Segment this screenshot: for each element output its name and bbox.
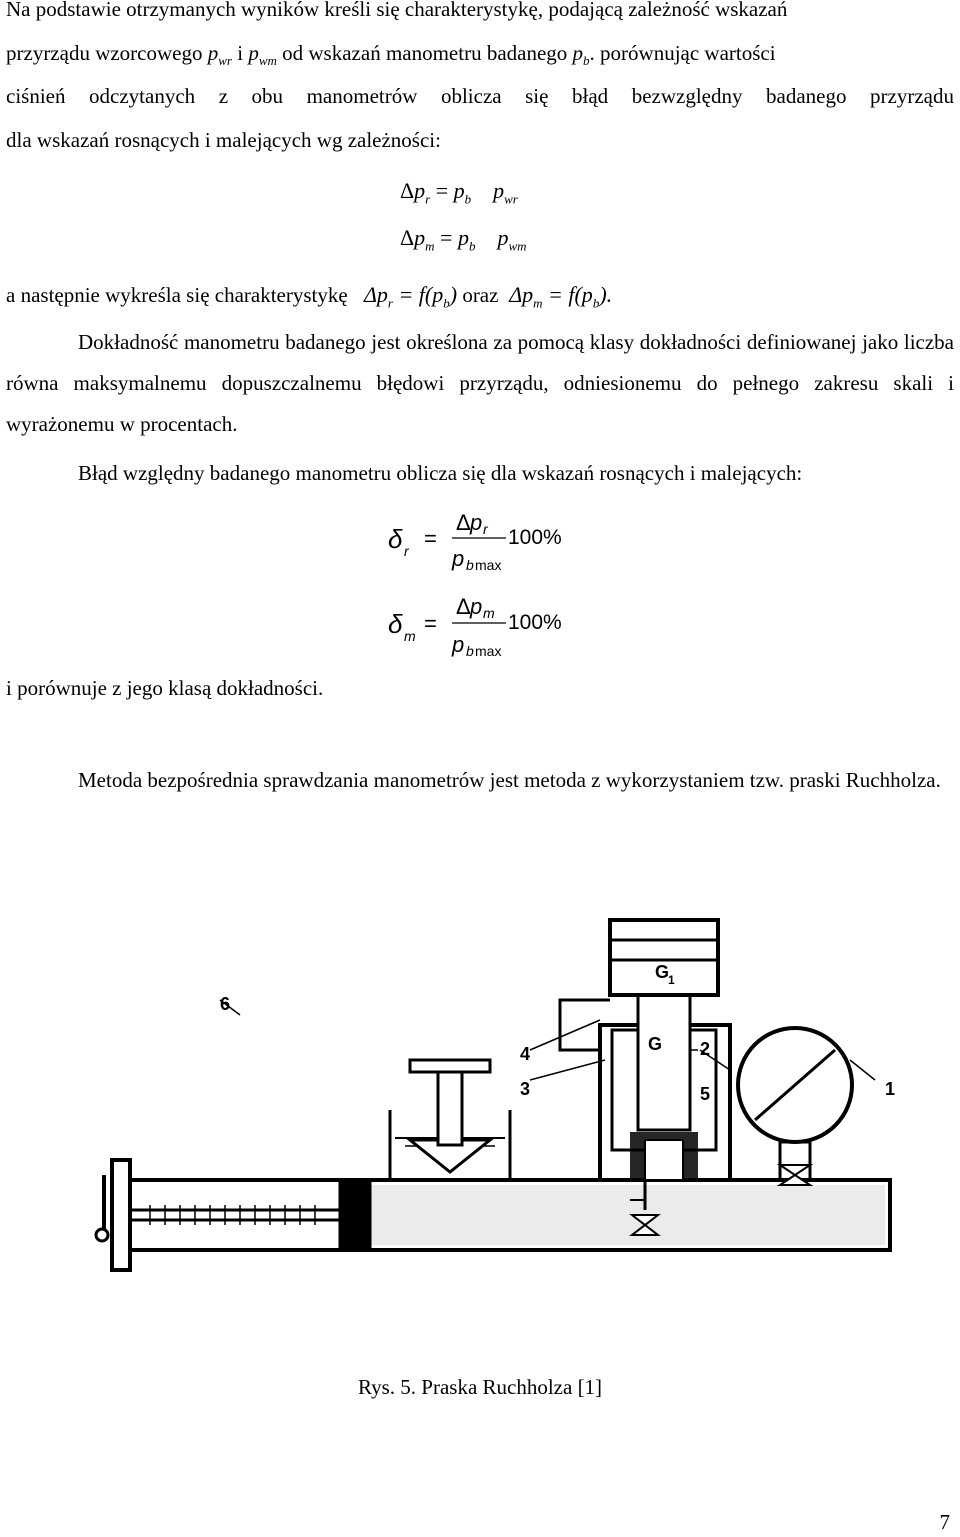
page-number: 7 [939, 1510, 950, 1534]
paragraph-method: Metoda bezpośrednia sprawdzania manometrów jest metoda z wykorzystaniem tzw. praski Ruchholza. [78, 768, 941, 792]
svg-text:p: p [470, 510, 483, 535]
text-line-4: dla wskazań rosnących i malejących wg zależności: [6, 128, 441, 152]
svg-text:Δ: Δ [456, 510, 471, 535]
svg-text:m: m [404, 628, 416, 644]
svg-text:b: b [466, 643, 474, 659]
svg-text:p: p [452, 546, 465, 571]
label-g: G [648, 1034, 663, 1054]
svg-text:max: max [475, 643, 502, 659]
svg-text:max: max [475, 557, 502, 573]
label-5: 5 [700, 1084, 711, 1104]
text-line-2: przyrządu wzorcowego $p_{wr}$ i $p_{wm}$ od wskazań manometru badanego $p_b$. porównując wartości [6, 41, 776, 69]
svg-text:=: = [424, 611, 437, 636]
svg-text:=: = [424, 526, 437, 551]
label-g1-sub: 1 [668, 973, 675, 987]
svg-text:100%: 100% [508, 611, 562, 634]
label-g1: G [655, 962, 670, 982]
svg-text:δ: δ [388, 524, 403, 554]
svg-text:r: r [483, 521, 488, 537]
equation-delta-pr: $\Delta p_r = p_b$ $p_{wr}$ [400, 178, 518, 207]
text-line-1: Na podstawie otrzymanych wyników kreśli się charakterystykę, podającą zależność wskazań [6, 0, 788, 21]
ruchholz-press-figure [90, 910, 900, 1350]
svg-text:r: r [404, 543, 409, 559]
text-compare-class: i porównuje z jego klasą dokładności. [6, 676, 324, 700]
figure-caption: Rys. 5. Praska Ruchholza [1] [357, 1375, 603, 1399]
paragraph-accuracy: Dokładność manometru badanego jest określona za pomocą klasy dokładności definiowanej jako liczba równa maksymalnemu dopuszczalnemu błędowi przyrządu, odniesionemu do pełnego zakresu skali i wyrażonemu w procentach. [6, 330, 954, 436]
svg-text:b: b [466, 557, 474, 573]
label-6: 6 [220, 994, 231, 1014]
relative-error-equations [380, 500, 600, 670]
text-line-3: ciśnień odczytanych z obu manometrów oblicza się błąd bezwzględny badanego przyrządu [6, 84, 954, 108]
label-2: 2 [700, 1039, 711, 1059]
svg-text:Δ: Δ [456, 594, 471, 619]
svg-text:p: p [452, 632, 465, 657]
text-characteristic: a następnie wykreśla się charakterystykę $\Delta p_r = f(p_b)$ oraz $\Delta p_m = f(p_b)$. [6, 282, 613, 311]
svg-text:p: p [470, 594, 483, 619]
paragraph-relative-error: Błąd względny badanego manometru oblicza się dla wskazań rosnących i malejących: [78, 461, 803, 485]
label-4: 4 [520, 1044, 531, 1064]
svg-text:100%: 100% [508, 526, 562, 549]
label-1: 1 [885, 1079, 896, 1099]
svg-text:δ: δ [388, 609, 403, 639]
label-3: 3 [520, 1079, 531, 1099]
equation-delta-pm: $\Delta p_m = p_b$ $p_{wm}$ [400, 225, 527, 254]
svg-text:m: m [483, 605, 495, 621]
